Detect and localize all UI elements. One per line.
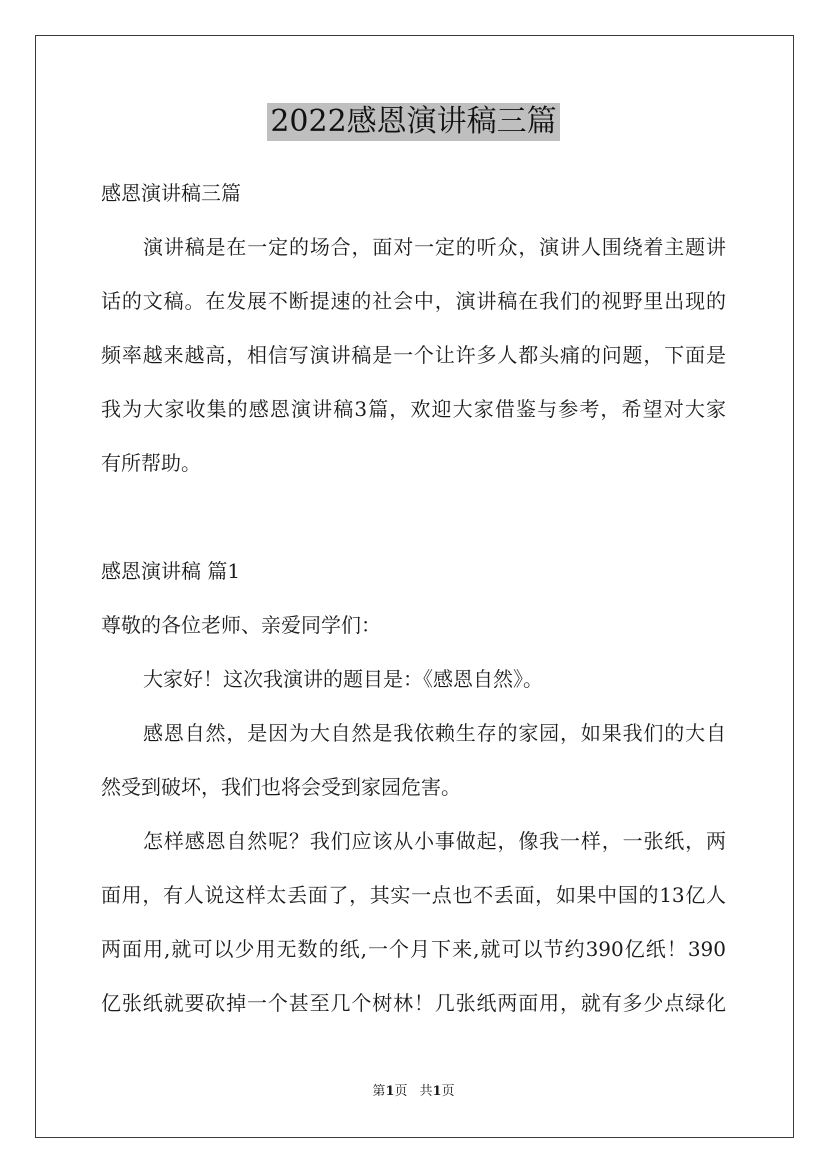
page-prefix: 第 [372, 1084, 386, 1099]
blank-line [101, 490, 726, 544]
paragraph-line: 面用，有人说这样太丢面了，其实一点也不丢面，如果中国的13亿人 [101, 883, 726, 907]
document-body [101, 166, 726, 1030]
page-footer [0, 1083, 827, 1101]
total-suffix: 页 [441, 1084, 455, 1099]
title-row [0, 103, 827, 141]
greeting-paragraph: 大家好！这次我演讲的题目是：《感恩自然》。 [143, 667, 543, 691]
paragraph-line: 话的文稿。在发展不断提速的社会中，演讲稿在我们的视野里出现的 [101, 289, 726, 313]
paragraph-line: 怎样感恩自然呢？我们应该从小事做起，像我一样，一张纸，两 [143, 829, 726, 853]
section-heading: 感恩演讲稿三篇 [101, 181, 241, 205]
intro-paragraph [101, 220, 726, 490]
body-paragraph [101, 814, 726, 1030]
total-pages-indicator [420, 1084, 455, 1099]
document-title: 2022感恩演讲稿三篇 [267, 103, 559, 141]
paragraph-line: 然受到破坏，我们也将会受到家园危害。 [101, 775, 461, 799]
paragraph-line: 我为大家收集的感恩演讲稿3篇，欢迎大家借鉴与参考，希望对大家 [101, 397, 726, 421]
speech-heading: 感恩演讲稿 篇1 [101, 559, 241, 583]
paragraph-line: 频率越来越高，相信写演讲稿是一个让许多人都头痛的问题，下面是 [101, 343, 726, 367]
body-paragraph [101, 706, 726, 814]
paragraph-line: 有所帮助。 [101, 451, 201, 475]
total-pages: 1 [432, 1084, 442, 1099]
paragraph-line: 两面用,就可以少用无数的纸,一个月下来,就可以节约390亿纸！390 [101, 937, 726, 961]
paragraph-line: 演讲稿是在一定的场合，面对一定的听众，演讲人围绕着主题讲 [143, 235, 726, 259]
paragraph-line: 亿张纸就要砍掉一个甚至几个树林！几张纸两面用，就有多少点绿化 [101, 991, 726, 1015]
page-suffix: 页 [394, 1084, 408, 1099]
page-indicator [372, 1084, 407, 1099]
salutation: 尊敬的各位老师、亲爱同学们： [101, 613, 381, 637]
total-prefix: 共 [419, 1084, 433, 1099]
paragraph-line: 感恩自然，是因为大自然是我依赖生存的家园，如果我们的大自 [143, 721, 726, 745]
page-number: 1 [385, 1084, 395, 1099]
